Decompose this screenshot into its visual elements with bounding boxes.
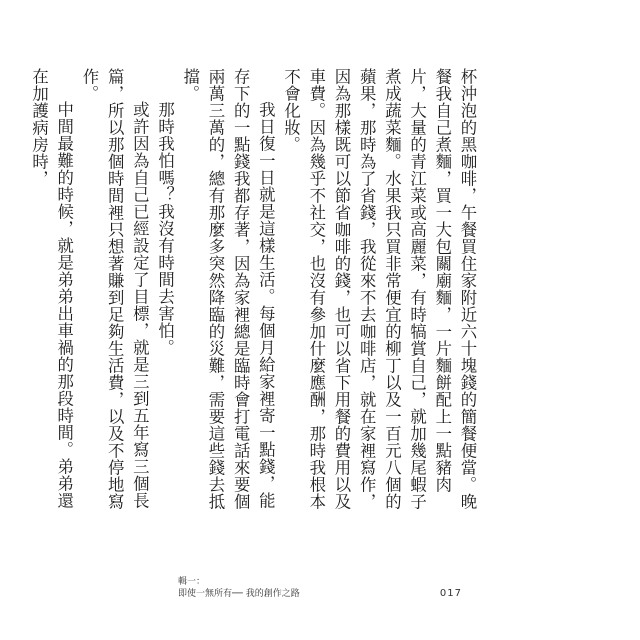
section-label: 輯一： [178,577,206,587]
paragraph: 杯沖泡的黑咖啡，午餐買住家附近六十塊錢的簡餐便當。晚餐我自己煮麵，買一大包關廟麵，一片麵餅配上一點豬肉片，大量的青江菜或高麗菜，有時犒賞自己，就加幾尾蝦子煮成蔬菜麵。水果我只買非常便宜的柳丁以及一百元八個的蘋果，那時為了省錢，我從來不去咖啡店，就在家裡寫作，因為那樣既可以節省咖啡的錢，也可以省下用餐的費用以及車費。因為幾乎不社交，也沒有參加什麼應酬，那時我根本不會化妝。 [281,68,477,510]
paragraph: 我日復一日就是這樣生活。每個月給家裡寄一點錢，能存下的一點錢我都存著，因為家裡總是臨時會打電話來要個兩萬三萬的，總有那麼多突然降臨的災難，需要這些錢去抵擋。 [180,68,276,510]
page-number: 017 [439,588,462,599]
running-header [178,576,300,600]
body-text [26,68,480,510]
paragraph: 或許因為自己已經設定了目標，就是三到五年寫三個長篇，所以那個時間裡只想著賺到足夠生活費，以及不停地寫作。 [79,68,150,510]
paragraph: 那時我怕嗎？我沒有時間去害怕。 [155,100,175,356]
paragraph: 中間最難的時候，就是弟弟出車禍的那段時間。弟弟還在加護病房時， [29,68,74,509]
section-subtitle: 即使一無所有── 我的創作之路 [178,589,300,599]
page-footer [178,576,462,600]
